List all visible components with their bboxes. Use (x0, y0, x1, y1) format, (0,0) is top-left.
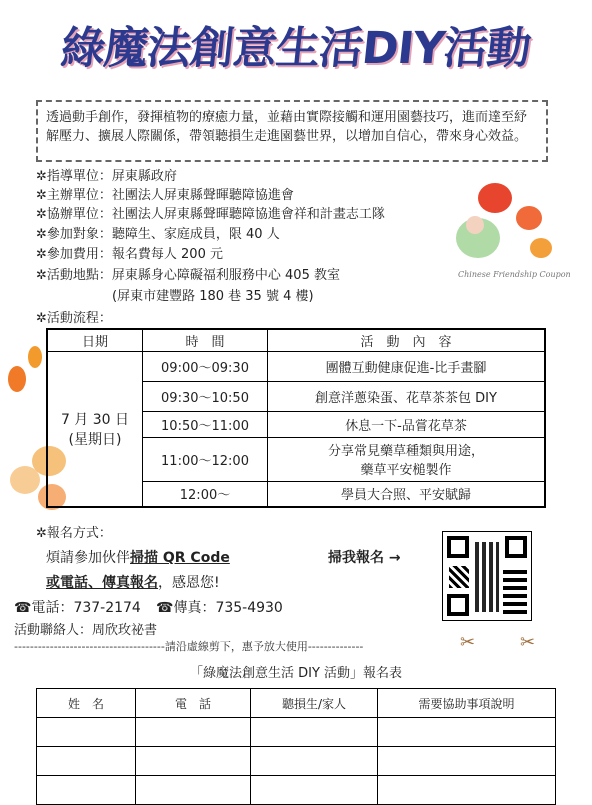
time-cell: 10:50～11:00 (143, 411, 268, 437)
form-cell[interactable] (136, 776, 251, 805)
register-label: ✲報名方式： (36, 526, 112, 541)
flower-fairy-illustration (438, 178, 578, 298)
cut-line: --------------------------------------請沿虛線剪下，惠予放大使用-------------- (14, 640, 364, 653)
intro-box: 透過動手創作，發揮植物的療癒力量，並藉由實際接觸和運用園藝技巧，進而達至紓解壓力、擴展人際關係，帶領聽損生走進園藝世界，以增加自信心，帶來身心效益。 (36, 100, 548, 162)
form-col-phone: 電 話 (136, 689, 251, 718)
table-row (47, 351, 545, 381)
content-cell: 創意洋蔥染蛋、花草茶茶包 DIY (268, 381, 546, 411)
form-col-type: 聽損生/家人 (251, 689, 378, 718)
form-cell[interactable] (378, 718, 556, 747)
content-line-2: 藥草平安槌製作 (360, 463, 452, 478)
form-cell[interactable] (136, 747, 251, 776)
phone-fax-register-text: 或電話、傳真報名 (46, 575, 158, 591)
register-line-2b: ，感恩您! (158, 575, 220, 591)
form-cell[interactable] (136, 718, 251, 747)
form-header-row (37, 689, 556, 718)
scan-qr-text: 掃描 QR Code (130, 550, 230, 566)
form-cell[interactable] (251, 776, 378, 805)
info-place: ✲活動地點：屏東縣身心障礙福利服務中心 405 教室 (36, 268, 340, 283)
info-fee: ✲參加費用：報名費每人 200 元 (36, 247, 223, 262)
schedule-table (46, 328, 546, 508)
qr-code-icon[interactable] (442, 531, 532, 621)
date-cell (47, 351, 143, 507)
info-guide: ✲指導單位：屏東縣政府 (36, 169, 177, 184)
content-cell: 休息一下-品嘗花草茶 (268, 411, 546, 437)
table-header-row (47, 329, 545, 351)
contact-text: 活動聯絡人：周欣玫祕書 (14, 623, 158, 638)
info-target: ✲參加對象：聽障生、家庭成員，限 40 人 (36, 227, 280, 242)
col-header-time: 時 間 (143, 329, 268, 351)
time-cell: 11:00～12:00 (143, 437, 268, 481)
form-col-name: 姓 名 (37, 689, 136, 718)
time-cell: 09:30～10:50 (143, 381, 268, 411)
register-line-1 (46, 549, 230, 568)
date-text: 7 月 30 日 (60, 411, 130, 428)
form-cell[interactable] (37, 776, 136, 805)
form-cell[interactable] (37, 718, 136, 747)
form-cell[interactable] (251, 747, 378, 776)
form-cell[interactable] (37, 747, 136, 776)
register-line-2 (46, 574, 220, 593)
time-cell: 09:00～09:30 (143, 351, 268, 381)
decor-caption: Chinese Friendship Coupon (458, 270, 571, 279)
scissors-icon: ✂ (520, 632, 536, 653)
schedule-label: ✲活動流程： (36, 311, 112, 326)
form-row[interactable] (37, 776, 556, 805)
page-title: 綠魔法創意生活DIY活動 (58, 23, 533, 74)
form-title: 「綠魔法創意生活 DIY 活動」報名表 (189, 666, 403, 681)
col-header-content: 活 動 內 容 (268, 329, 546, 351)
content-cell (268, 437, 546, 481)
form-row[interactable] (37, 747, 556, 776)
form-row[interactable] (37, 718, 556, 747)
scan-me-label: 掃我報名 → (328, 550, 401, 566)
time-cell: 12:00～ (143, 481, 268, 507)
content-line-1: 分享常見藥草種類與用途， (327, 444, 484, 459)
form-col-notes: 需要協助事項說明 (378, 689, 556, 718)
form-cell[interactable] (251, 718, 378, 747)
registration-form-table (36, 688, 556, 805)
scissors-icon: ✂ (460, 632, 476, 653)
form-cell[interactable] (378, 776, 556, 805)
info-address: (屏東市建豐路 180 巷 35 號 4 樓) (112, 289, 314, 304)
phone-text: ☎電話：737-2174 (14, 600, 141, 616)
weekday-text: (星期日) (68, 431, 122, 448)
fax-text: ☎傳真：735-4930 (156, 600, 283, 616)
col-header-date: 日期 (47, 329, 143, 351)
form-cell[interactable] (378, 747, 556, 776)
register-line-1a: 煩請參加伙伴 (46, 550, 130, 566)
content-cell: 團體互動健康促進-比手畫腳 (268, 351, 546, 381)
info-host: ✲主辦單位：社團法人屏東縣聲暉聽障協進會 (36, 188, 294, 203)
content-cell: 學員大合照、平安賦歸 (268, 481, 546, 507)
info-co: ✲協辦單位：社團法人屏東縣聲暉聽障協進會祥和計畫志工隊 (36, 207, 385, 222)
